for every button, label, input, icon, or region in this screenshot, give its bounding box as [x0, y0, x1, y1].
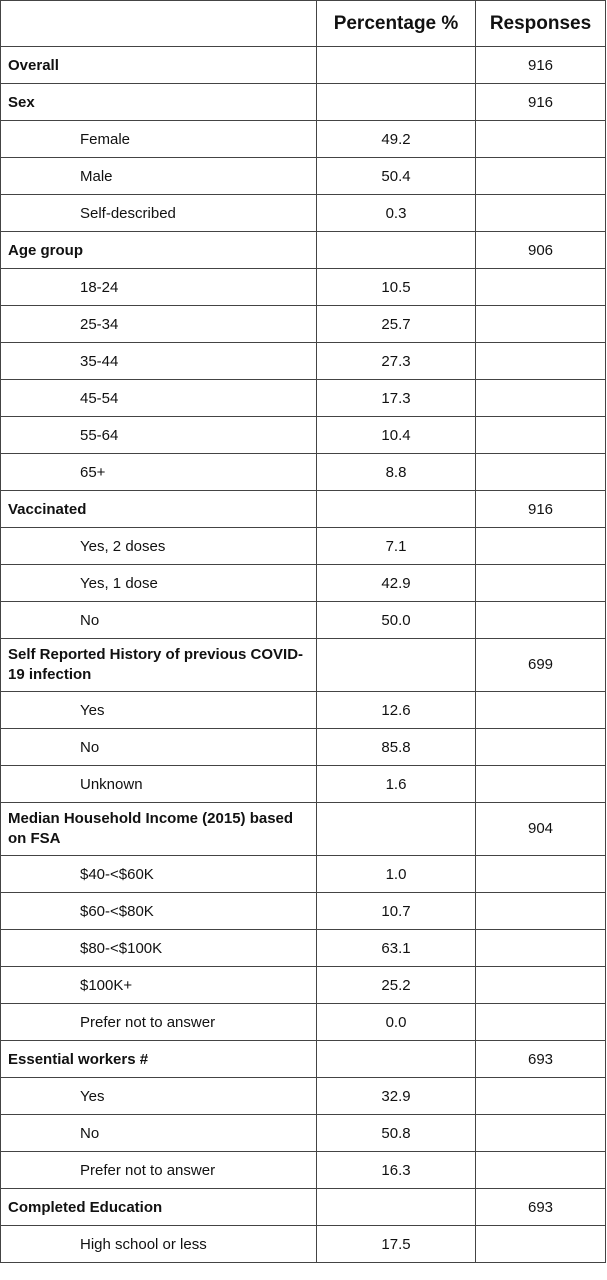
responses-cell: [476, 1152, 606, 1189]
table-row: [1, 930, 606, 967]
responses-cell: [476, 967, 606, 1004]
responses-cell: [476, 893, 606, 930]
responses-cell: [476, 729, 606, 766]
responses-cell: [476, 856, 606, 893]
percentage-cell: 17.5: [317, 1226, 476, 1263]
table-row: [1, 195, 606, 232]
category-label: Essential workers #: [1, 1041, 317, 1078]
percentage-cell: [317, 232, 476, 269]
category-label: Completed Education: [1, 1189, 317, 1226]
subcategory-label: 45-54: [1, 380, 317, 417]
subcategory-label: 35-44: [1, 343, 317, 380]
category-label: Sex: [1, 84, 317, 121]
table-row: [1, 454, 606, 491]
header-responses: Responses: [476, 1, 606, 47]
table-row: [1, 692, 606, 729]
responses-cell: [476, 158, 606, 195]
responses-cell: [476, 1004, 606, 1041]
responses-cell: [476, 528, 606, 565]
responses-cell: 693: [476, 1041, 606, 1078]
subcategory-label: Unknown: [1, 766, 317, 803]
responses-cell: [476, 565, 606, 602]
category-label: Vaccinated: [1, 491, 317, 528]
responses-cell: [476, 380, 606, 417]
responses-cell: [476, 692, 606, 729]
percentage-cell: 85.8: [317, 729, 476, 766]
header-percentage: Percentage %: [317, 1, 476, 47]
subcategory-label: No: [1, 729, 317, 766]
percentage-cell: [317, 803, 476, 856]
responses-cell: [476, 343, 606, 380]
table-row: [1, 565, 606, 602]
responses-cell: [476, 121, 606, 158]
category-row: [1, 84, 606, 121]
percentage-cell: 42.9: [317, 565, 476, 602]
responses-cell: 699: [476, 639, 606, 692]
category-row: [1, 232, 606, 269]
responses-cell: [476, 306, 606, 343]
percentage-cell: 12.6: [317, 692, 476, 729]
table-row: [1, 380, 606, 417]
table-row: [1, 856, 606, 893]
subcategory-label: 65+: [1, 454, 317, 491]
responses-cell: [476, 417, 606, 454]
header-category: [1, 1, 317, 47]
percentage-cell: 10.5: [317, 269, 476, 306]
subcategory-label: Yes, 1 dose: [1, 565, 317, 602]
table-row: [1, 1226, 606, 1263]
responses-cell: [476, 454, 606, 491]
table-row: [1, 121, 606, 158]
percentage-cell: 50.4: [317, 158, 476, 195]
table-row: [1, 766, 606, 803]
responses-cell: 906: [476, 232, 606, 269]
subcategory-label: 55-64: [1, 417, 317, 454]
percentage-cell: [317, 84, 476, 121]
percentage-cell: 8.8: [317, 454, 476, 491]
subcategory-label: No: [1, 1115, 317, 1152]
table-row: [1, 893, 606, 930]
percentage-cell: 10.7: [317, 893, 476, 930]
subcategory-label: Prefer not to answer: [1, 1152, 317, 1189]
subcategory-label: $60-<$80K: [1, 893, 317, 930]
subcategory-label: High school or less: [1, 1226, 317, 1263]
table-row: [1, 1152, 606, 1189]
percentage-cell: 50.8: [317, 1115, 476, 1152]
subcategory-label: 18-24: [1, 269, 317, 306]
subcategory-label: $100K+: [1, 967, 317, 1004]
responses-cell: [476, 1226, 606, 1263]
percentage-cell: [317, 47, 476, 84]
category-row: [1, 47, 606, 84]
percentage-cell: 63.1: [317, 930, 476, 967]
subcategory-label: Yes: [1, 1078, 317, 1115]
responses-cell: 904: [476, 803, 606, 856]
responses-cell: [476, 1078, 606, 1115]
responses-cell: [476, 602, 606, 639]
subcategory-label: 25-34: [1, 306, 317, 343]
subcategory-label: Self-described: [1, 195, 317, 232]
table-row: [1, 158, 606, 195]
table-row: [1, 306, 606, 343]
category-label: Age group: [1, 232, 317, 269]
category-label: Self Reported History of previous COVID-19 infection: [1, 639, 317, 692]
header-row: [1, 1, 606, 47]
category-row: [1, 803, 606, 856]
percentage-cell: 16.3: [317, 1152, 476, 1189]
table-row: [1, 967, 606, 1004]
percentage-cell: 0.0: [317, 1004, 476, 1041]
responses-cell: [476, 930, 606, 967]
table-row: [1, 1078, 606, 1115]
subcategory-label: Male: [1, 158, 317, 195]
subcategory-label: No: [1, 602, 317, 639]
subcategory-label: $40-<$60K: [1, 856, 317, 893]
responses-cell: 916: [476, 47, 606, 84]
category-row: [1, 639, 606, 692]
responses-cell: [476, 269, 606, 306]
percentage-cell: 49.2: [317, 121, 476, 158]
responses-cell: 916: [476, 84, 606, 121]
table-row: [1, 1004, 606, 1041]
percentage-cell: 27.3: [317, 343, 476, 380]
table-row: [1, 602, 606, 639]
percentage-cell: [317, 1189, 476, 1226]
table-body: [1, 47, 606, 1263]
subcategory-label: Yes, 2 doses: [1, 528, 317, 565]
category-label: Overall: [1, 47, 317, 84]
table-row: [1, 343, 606, 380]
category-row: [1, 1189, 606, 1226]
category-label: Median Household Income (2015) based on FSA: [1, 803, 317, 856]
table-row: [1, 1115, 606, 1152]
category-row: [1, 491, 606, 528]
subcategory-label: $80-<$100K: [1, 930, 317, 967]
table-row: [1, 269, 606, 306]
percentage-cell: 50.0: [317, 602, 476, 639]
percentage-cell: 7.1: [317, 528, 476, 565]
percentage-cell: 0.3: [317, 195, 476, 232]
table-row: [1, 729, 606, 766]
percentage-cell: 17.3: [317, 380, 476, 417]
percentage-cell: 25.2: [317, 967, 476, 1004]
percentage-cell: [317, 491, 476, 528]
subcategory-label: Prefer not to answer: [1, 1004, 317, 1041]
percentage-cell: 32.9: [317, 1078, 476, 1115]
percentage-cell: [317, 639, 476, 692]
percentage-cell: 25.7: [317, 306, 476, 343]
subcategory-label: Female: [1, 121, 317, 158]
responses-cell: 916: [476, 491, 606, 528]
percentage-cell: [317, 1041, 476, 1078]
table-row: [1, 528, 606, 565]
percentage-cell: 10.4: [317, 417, 476, 454]
category-row: [1, 1041, 606, 1078]
subcategory-label: Yes: [1, 692, 317, 729]
responses-cell: [476, 1115, 606, 1152]
responses-cell: 693: [476, 1189, 606, 1226]
percentage-cell: 1.6: [317, 766, 476, 803]
percentage-cell: 1.0: [317, 856, 476, 893]
responses-cell: [476, 766, 606, 803]
table-row: [1, 417, 606, 454]
responses-cell: [476, 195, 606, 232]
